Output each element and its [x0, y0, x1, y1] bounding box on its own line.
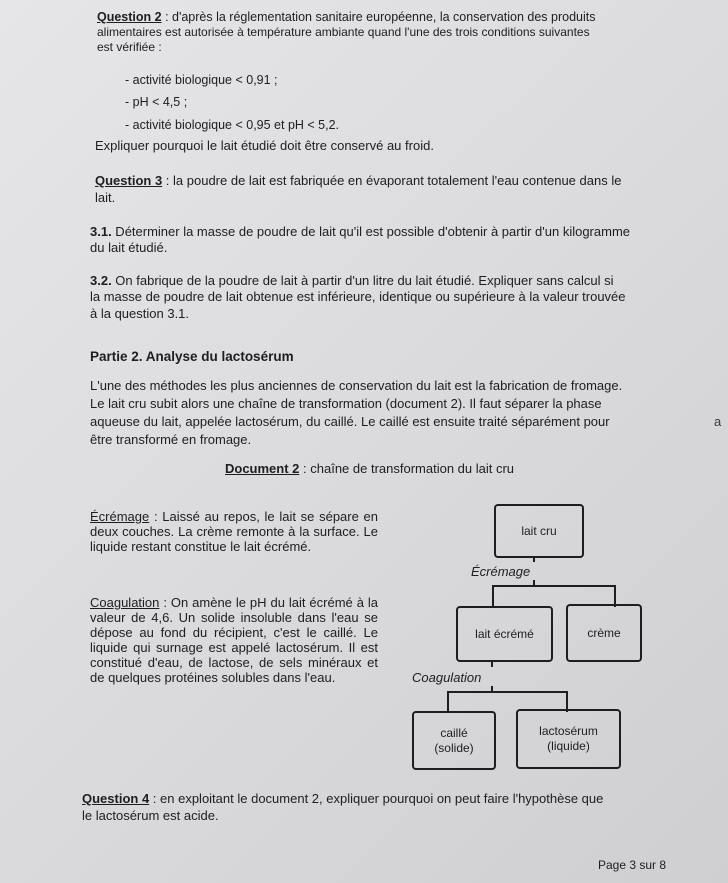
question-3-2-line-1: 3.2. On fabrique de la poudre de lait à partir d'un litre du lait étudié. Expliquer sans calcul si: [90, 273, 614, 288]
question-3-1-number: 3.1.: [90, 224, 112, 239]
partie-2-paragraph-line-4: être transformé en fromage.: [90, 432, 252, 447]
partie-2-paragraph-line-3: aqueuse du lait, appelée lactosérum, du caillé. Le caillé est ensuite traité séparément pour: [90, 414, 610, 429]
page-number: Page 3 sur 8: [598, 858, 667, 872]
condition-3: - activité biologique < 0,95 et pH < 5,2.: [125, 118, 340, 132]
condition-1: - activité biologique < 0,91 ;: [125, 73, 278, 87]
step-ecremage-label: Écrémage: [471, 564, 531, 579]
margin-mark: a: [714, 414, 722, 429]
question-4-heading: Question 4: [82, 791, 150, 806]
connector: [533, 556, 535, 562]
question-4-line-2: le lactosérum est acide.: [82, 808, 219, 823]
question-3-1-line-1: 3.1. Déterminer la masse de poudre de lait qu'il est possible d'obtenir à partir d'un kilogramme: [90, 224, 631, 239]
question-3-heading: Question 3: [95, 173, 163, 188]
connector: [492, 585, 615, 587]
question-2-heading: Question 2: [97, 10, 162, 24]
connector: [492, 585, 494, 607]
step-coagulation-label: Coagulation: [412, 670, 482, 685]
question-3-2-line-3: à la question 3.1.: [90, 306, 190, 321]
connector: [447, 691, 568, 693]
question-2-intro-line-3: est vérifiée :: [97, 40, 162, 54]
coagulation-description: Coagulation : On amène le pH du lait écrémé à la valeur de 4,6. Un solide insoluble dans l'eau se dépose au fond du récipient, c'est le caillé. Le liquide qui surnage est appelé lactosérum. Il est constitué d'eau, de lactose, de sels minéraux et de quelques protéines solubles dans l'eau.: [90, 595, 378, 685]
partie-2-paragraph-line-1: L'une des méthodes les plus anciennes de conservation du lait est la fabrication de fromage.: [90, 378, 623, 393]
question-3-1-line-2: du lait étudié.: [90, 240, 168, 255]
question-2-ask: Expliquer pourquoi le lait étudié doit être conservé au froid.: [95, 138, 434, 153]
question-3-line-1: Question 3 : la poudre de lait est fabriquée en évaporant totalement l'eau contenue dans le: [95, 173, 622, 188]
node-lait-ecreme: lait écrémé: [456, 606, 553, 662]
partie-2-paragraph-line-2: Le lait cru subit alors une chaîne de transformation (document 2). Il faut séparer la phase: [90, 396, 602, 411]
question-3-line-2: lait.: [95, 190, 116, 205]
node-caille: caillé (solide): [412, 711, 496, 770]
condition-2: - pH < 4,5 ;: [125, 95, 188, 109]
coagulation-term: Coagulation: [90, 595, 160, 610]
connector: [447, 691, 449, 712]
question-3-2-number: 3.2.: [90, 273, 112, 288]
node-creme: crème: [566, 604, 642, 662]
connector: [491, 660, 493, 667]
ecremage-term: Écrémage: [90, 509, 150, 524]
node-lactoserum: lactosérum (liquide): [516, 709, 621, 769]
question-2-intro-line-2: alimentaires est autorisée à température ambiante quand l'une des trois conditions suivantes: [97, 25, 590, 39]
document-2-title: Document 2 : chaîne de transformation du lait cru: [225, 461, 515, 476]
question-3-2-line-2: la masse de poudre de lait obtenue est inférieure, identique ou supérieure à la valeur trouvée: [90, 289, 626, 304]
ecremage-description: Écrémage : Laissé au repos, le lait se sépare en deux couches. La crème remonte à la surface. Le liquide restant constitue le lait écrémé.: [90, 509, 378, 554]
partie-2-title: Partie 2. Analyse du lactosérum: [90, 349, 294, 364]
node-lait-cru: lait cru: [494, 504, 584, 558]
question-4-line-1: Question 4 : en exploitant le document 2, expliquer pourquoi on peut faire l'hypothèse que: [82, 791, 604, 806]
question-2-intro-line-1: Question 2 : d'après la réglementation sanitaire européenne, la conservation des produits: [97, 10, 596, 24]
document-2-label: Document 2: [225, 461, 300, 476]
